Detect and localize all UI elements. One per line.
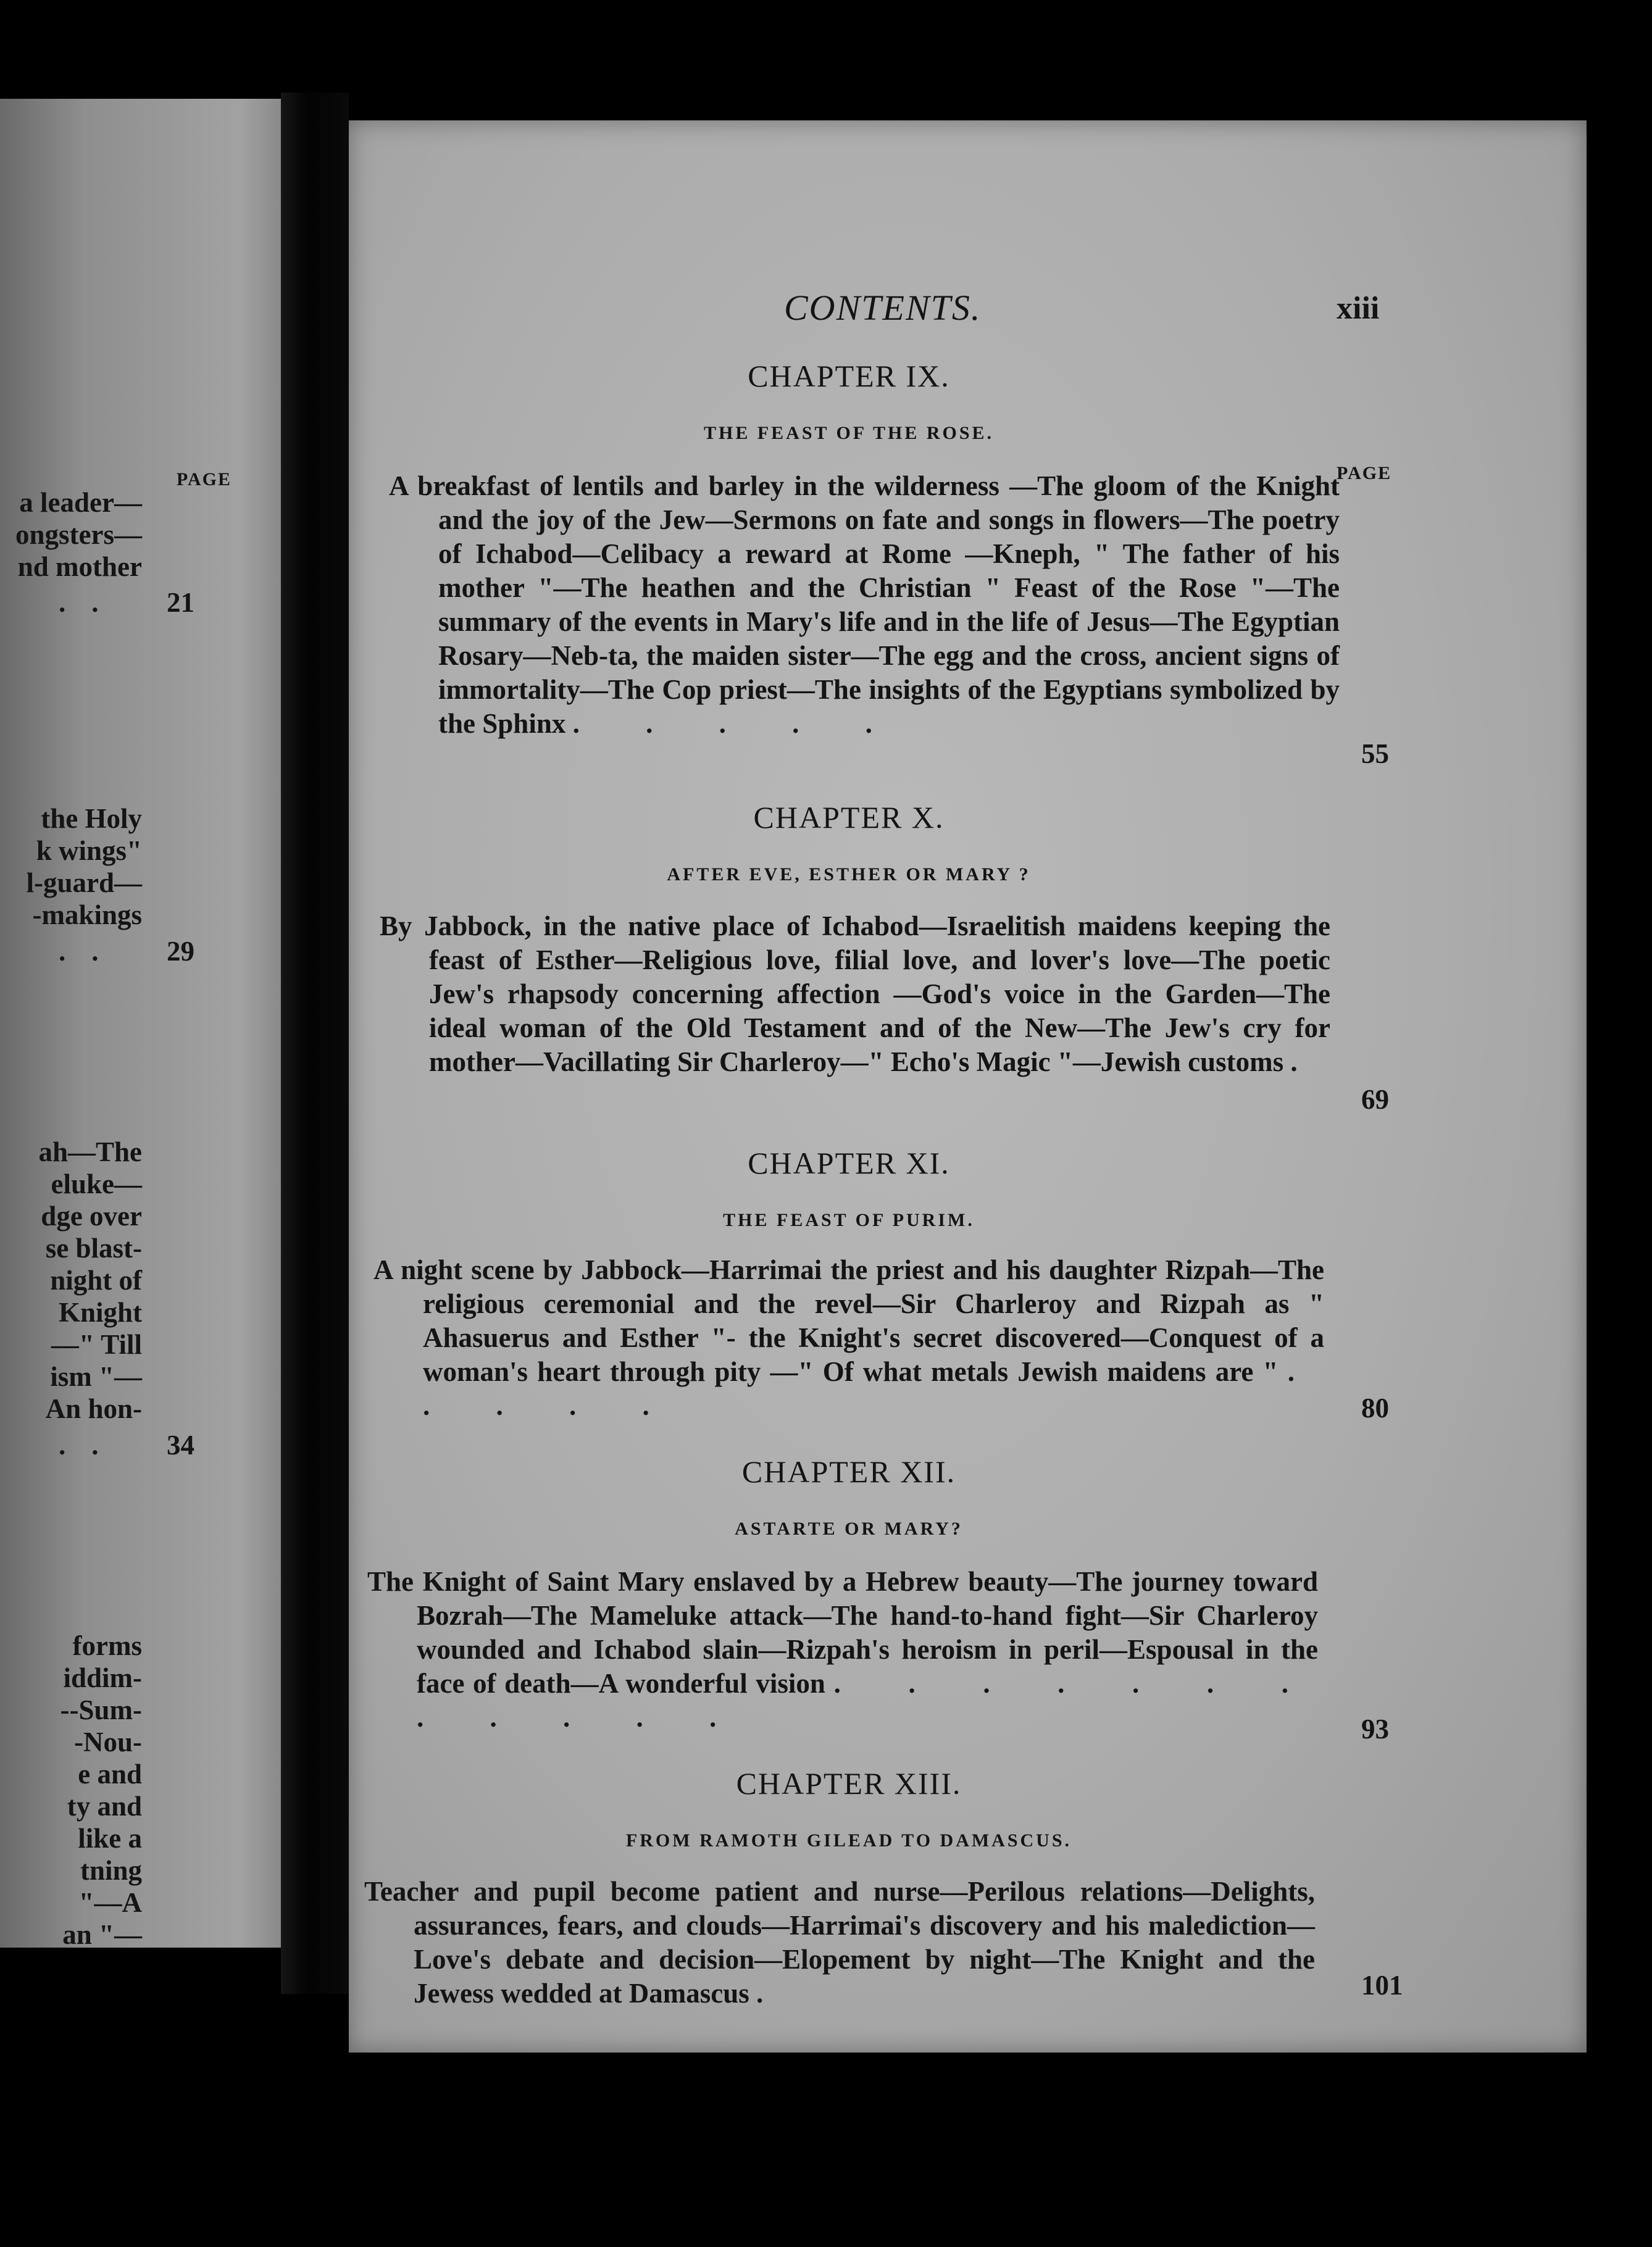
left-page-number: 29 xyxy=(167,936,194,967)
chapter-summary xyxy=(389,469,1340,741)
chapter-summary xyxy=(367,1565,1318,1735)
left-line: e and xyxy=(78,1759,142,1790)
chapter-subtitle: THE FEAST OF THE ROSE. xyxy=(703,423,995,443)
chapter-heading: CHAPTER XIII. xyxy=(736,1766,962,1801)
chapter-page-number: 93 xyxy=(1361,1714,1389,1745)
leader-dots: .. xyxy=(59,1430,125,1461)
left-line: --Sum- xyxy=(60,1695,142,1725)
left-line: —" Till xyxy=(51,1329,142,1360)
summary-text: The Knight of Saint Mary enslaved by a Hebrew beauty—The journey toward Bozrah—The Mameluke attack—The hand-to-hand fight—Sir Charleroy wounded and Ichabod slain—Rizpah's heroism in peril—Espousal in the face of death—A wonderful vision xyxy=(367,1566,1318,1699)
chapter-subtitle: AFTER EVE, ESTHER OR MARY ? xyxy=(667,864,1031,885)
leader-dots: . . . . . xyxy=(423,1356,1324,1421)
contents-page xyxy=(349,120,1587,2053)
leader-dots: .. xyxy=(59,936,125,967)
leader-dots: . . . . . . . . . . . . xyxy=(417,1668,1319,1733)
left-line: Knight xyxy=(58,1297,142,1328)
chapter-heading: CHAPTER XI. xyxy=(748,1146,950,1180)
chapter-heading: CHAPTER IX. xyxy=(748,359,950,393)
left-line: ty and xyxy=(67,1791,142,1822)
left-page-number: 34 xyxy=(167,1430,194,1461)
chapter-subtitle: THE FEAST OF PURIM. xyxy=(723,1210,975,1230)
leader-dots: . xyxy=(756,1978,793,2009)
left-line: -Nou- xyxy=(74,1727,142,1757)
summary-text: Teacher and pupil become patient and nurse—Perilous relations—Delights, assurances, fears, and clouds—Harrimai's discovery and his malediction—Love's debate and decision—Elopement by night—The Knight and the Jewess wedded at Damascus xyxy=(364,1876,1315,2009)
left-line: se blast- xyxy=(45,1233,142,1264)
left-line: night of xyxy=(50,1265,142,1296)
left-line: dge over xyxy=(41,1201,142,1232)
previous-page-fragment xyxy=(0,99,281,1948)
left-line: k wings" xyxy=(36,835,142,866)
summary-text: By Jabbock, in the native place of Ichabod—Israelitish maidens keeping the feast of Esther—Religious love, filial love, and lover's love—The poetic Jew's rhapsody concerning affection —God's voice in the Garden—The ideal woman of the Old Testament and of the New—The Jew's cry for mother—Vacillating Sir Charleroy—" Echo's Magic "—Jewish customs xyxy=(380,911,1330,1077)
left-line: a leader— xyxy=(19,487,142,518)
chapter-heading: CHAPTER X. xyxy=(753,800,945,835)
left-line: like a xyxy=(78,1823,142,1854)
book-gutter xyxy=(281,93,349,1994)
chapter-summary xyxy=(380,909,1330,1079)
left-line: the Holy xyxy=(41,803,142,834)
left-page-number: 21 xyxy=(167,587,194,618)
chapter-summary xyxy=(373,1253,1324,1423)
left-line: -makings xyxy=(32,899,142,930)
left-line: ism "— xyxy=(50,1361,142,1392)
chapter-page-number: 55 xyxy=(1361,738,1389,769)
chapter-heading: CHAPTER XII. xyxy=(741,1454,956,1489)
leader-dots: . . . . . xyxy=(572,708,902,739)
page-column-label: PAGE xyxy=(176,469,232,490)
chapter-page-number: 69 xyxy=(1361,1084,1389,1115)
chapter-page-number: 101 xyxy=(1361,1970,1403,2001)
chapter-subtitle: FROM RAMOTH GILEAD TO DAMASCUS. xyxy=(625,1830,1072,1851)
left-line: forms xyxy=(72,1630,142,1661)
left-line: "—A xyxy=(78,1887,142,1918)
running-title: CONTENTS. xyxy=(784,288,982,328)
leader-dots: . xyxy=(1290,1046,1327,1077)
chapter-subtitle: ASTARTE OR MARY? xyxy=(735,1519,963,1539)
leader-dots: .. xyxy=(59,587,125,618)
left-line: an "— xyxy=(62,1919,142,1948)
chapter-page-number: 80 xyxy=(1361,1393,1389,1424)
left-line: l-guard— xyxy=(26,867,142,898)
summary-text: A night scene by Jabbock—Harrimai the priest and his daughter Rizpah—The religious ceremonial and the revel—Sir Charleroy and Rizpah as " Ahasuerus and Esther "- the Knight's secret discovered—Conquest of a woman's heart through pity —" Of what metals Jewish maidens are " xyxy=(373,1254,1324,1387)
folio: xiii xyxy=(1337,291,1380,326)
left-line: An hon- xyxy=(45,1393,142,1424)
left-line: ah—The xyxy=(38,1136,142,1167)
left-line: tning xyxy=(80,1855,142,1886)
left-line: eluke— xyxy=(51,1169,142,1199)
left-line: ongsters— xyxy=(15,519,142,550)
left-line: iddim- xyxy=(63,1662,142,1693)
page-column-label: PAGE xyxy=(1337,463,1392,483)
chapter-summary xyxy=(364,1875,1315,2011)
summary-text: A breakfast of lentils and barley in the wilderness —The gloom of the Knight and the joy of the Jew—Sermons on fate and songs in flowers—The poetry of Ichabod—Celibacy a reward at Rome —Kneph, " The father of his mother "—The heathen and the Christian " Feast of the Rose "—The summary of the events in Mary's life and in the life of Jesus—The Egyptian Rosary—Neb-ta, the maiden sister—The egg and the cross, ancient signs of immortality—The Cop priest—The insights of the Egyptians symbolized by the Sphinx xyxy=(389,470,1340,739)
left-line: nd mother xyxy=(17,551,142,582)
